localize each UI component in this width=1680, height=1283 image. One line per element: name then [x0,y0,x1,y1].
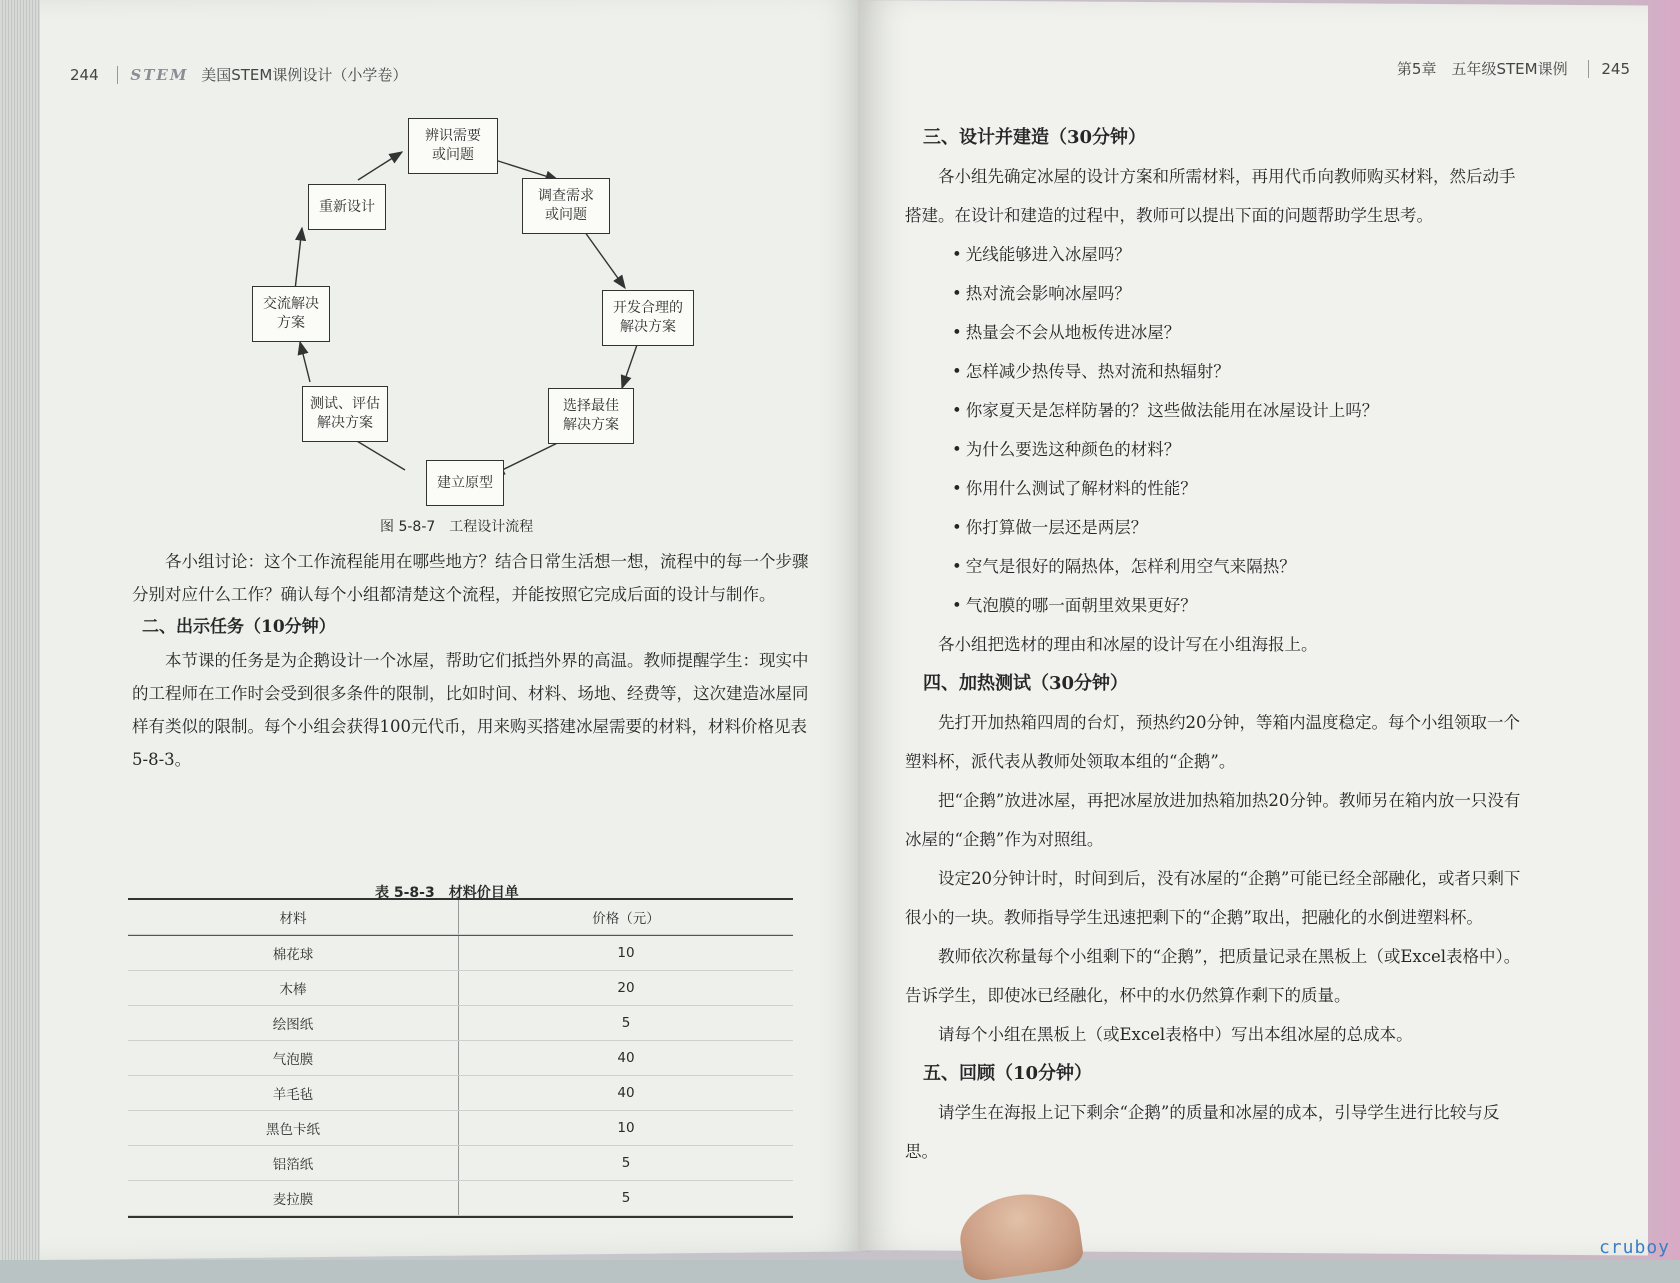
question-item: • 空气是很好的隔热体，怎样利用空气来隔热？ [905,547,1525,586]
cell-material: 木棒 [128,971,459,1005]
left-page-header [70,64,407,85]
stem-logo-text: STEM [117,66,188,84]
cell-material: 黑色卡纸 [128,1111,459,1145]
question-item: • 你打算做一层还是两层？ [905,508,1525,547]
node-identify-need: 辨识需要 或问题 [408,118,498,174]
heading-heating-test: 四、加热测试（30分钟） [923,673,1129,694]
cell-material: 羊毛毡 [128,1076,459,1110]
node-select-best-solution: 选择最佳 解决方案 [548,388,634,444]
heading-design-build: 三、设计并建造（30分钟） [923,127,1147,148]
question-item: • 热量会不会从地板传进冰屋？ [905,313,1525,352]
cell-price: 5 [621,1190,631,1206]
arrow-research-develop [582,228,625,288]
table-bottom-rule [128,1216,793,1218]
arrow-test-communicate [300,342,310,382]
paragraph-task: 本节课的任务是为企鹅设计一个冰屋，帮助它们抵挡外界的高温。教师提醒学生：现实中的工程师在工作时会受到很多条件的限制，比如时间、材料、场地、经费等，这次建造冰屋同样有类似的限制。每个小组会获得100元代币，用来购买搭建冰屋需要的材料，材料价格见表5-8-3。 [132,651,809,769]
left-page-number: 244 [70,66,99,84]
node-build-prototype: 建立原型 [426,460,504,506]
table-row [128,971,793,1006]
arrow-identify-research [495,160,558,180]
paragraph-heating-1: 先打开加热箱四周的台灯，预热约20分钟，等箱内温度稳定。每个小组领取一个塑料杯，派代表从教师处领取本组的“企鹅”。 [905,713,1520,771]
paragraph-discussion: 各小组讨论：这个工作流程能用在哪些地方？结合日常生活想一想，流程中的每一个步骤分别对应什么工作？确认每个小组都清楚这个流程，并能按照它完成后面的设计与制作。 [132,552,809,604]
cell-material: 棉花球 [128,936,459,970]
engineering-design-cycle-diagram [230,110,683,530]
paragraph-heating-4: 教师依次称量每个小组剩下的“企鹅”，把质量记录在黑板上（或Excel表格中）。告诉学生，即使冰已经融化，杯中的水仍然算作剩下的质量。 [905,947,1521,1005]
table-row [128,1076,793,1111]
watermark: cruboy [1598,1237,1670,1258]
materials-price-table [128,898,793,1218]
cell-price: 40 [617,1050,635,1066]
right-body-text [905,118,1525,1171]
question-item: • 怎样减少热传导、热对流和热辐射？ [905,352,1525,391]
node-research-need: 调查需求 或问题 [522,178,610,234]
node-develop-solutions: 开发合理的 解决方案 [602,290,694,346]
header-price: 价格（元） [592,911,660,927]
cell-material: 绘图纸 [128,1006,459,1040]
question-item: • 你用什么测试了解材料的性能？ [905,469,1525,508]
question-item: • 气泡膜的哪一面朝里效果更好？ [905,586,1525,625]
left-body-text [132,545,812,776]
table-title: 表 5-8-3 材料价目单 [375,885,519,901]
table-row [128,1146,793,1181]
arrow-develop-select [622,342,638,388]
paragraph-heating-2: 把“企鹅”放进冰屋，再把冰屋放进加热箱加热20分钟。教师另在箱内放一只没有冰屋的“企鹅”作为对照组。 [905,791,1521,849]
table-row [128,1006,793,1041]
header-material: 材料 [128,900,459,934]
node-redesign: 重新设计 [308,184,386,230]
cell-material: 麦拉膜 [128,1181,459,1215]
cell-price: 10 [617,1120,635,1136]
paragraph-summary: 各小组把选材的理由和冰屋的设计写在小组海报上。 [938,635,1318,654]
cell-material: 铝箔纸 [128,1146,459,1180]
chapter-title: 第5章 五年级STEM课例 [1396,60,1568,78]
right-page-header [1397,58,1630,79]
question-item: • 你家夏天是怎样防暑的？这些做法能用在冰屋设计上吗？ [905,391,1525,430]
cell-price: 40 [617,1085,635,1101]
book-title: 美国STEM课例设计（小学卷） [201,66,408,84]
table-row [128,1181,793,1216]
heading-review: 五、回顾（10分钟） [923,1063,1093,1084]
question-item: • 光线能够进入冰屋吗？ [905,235,1525,274]
figure-caption: 图 5-8-7 工程设计流程 [380,519,534,535]
paragraph-heating-3: 设定20分钟计时，时间到后，没有冰屋的“企鹅”可能已经全部融化，或者只剩下很小的一块。教师指导学生迅速把剩下的“企鹅”取出，把融化的水倒进塑料杯。 [905,869,1521,927]
table-row [128,1111,793,1146]
cell-price: 10 [617,945,635,961]
cell-price: 5 [621,1015,631,1031]
paragraph-heating-5: 请每个小组在黑板上（或Excel表格中）写出本组冰屋的总成本。 [938,1025,1413,1044]
question-item: • 为什么要选这种颜色的材料？ [905,430,1525,469]
node-test-evaluate: 测试、评估 解决方案 [302,386,388,442]
cell-price: 20 [617,980,635,996]
table-row [128,1041,793,1076]
arrow-communicate-redesign [295,228,302,290]
table-header-row [128,900,793,935]
right-page-number: 245 [1588,60,1630,78]
cell-material: 气泡膜 [128,1041,459,1075]
paragraph-review: 请学生在海报上记下剩余“企鹅”的质量和冰屋的成本，引导学生进行比较与反思。 [905,1103,1500,1161]
node-communicate-solution: 交流解决 方案 [252,286,330,342]
page-edge [0,0,40,1260]
table-row [128,936,793,971]
question-item: • 热对流会影响冰屋吗？ [905,274,1525,313]
cell-price: 5 [621,1155,631,1171]
arrow-redesign-identify [358,152,402,180]
paragraph-design-build: 各小组先确定冰屋的设计方案和所需材料，再用代币向教师购买材料，然后动手搭建。在设计和建造的过程中，教师可以提出下面的问题帮助学生思考。 [905,167,1516,225]
heading-task: 二、出示任务（10分钟） [142,617,336,637]
